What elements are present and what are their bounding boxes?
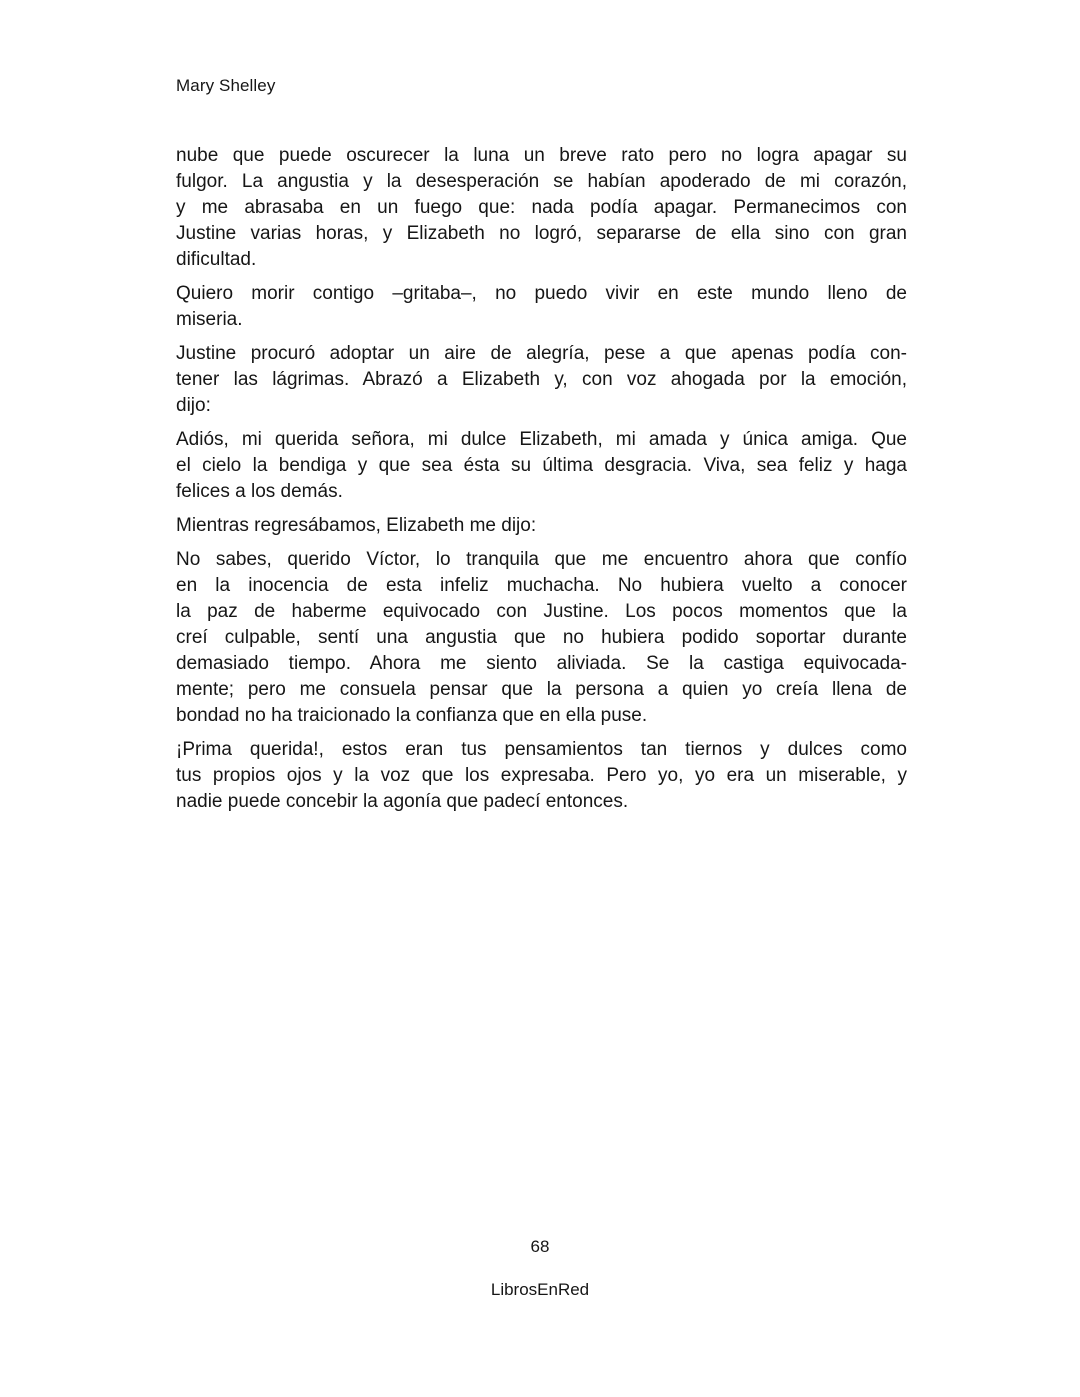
paragraph-6 (176, 547, 907, 729)
text-line: creí culpable, sentí una angustia que no hubiera podido soportar durante (176, 627, 907, 648)
text-line: Adiós, mi querida señora, mi dulce Elizabeth, mi amada y única amiga. Que (176, 429, 907, 450)
text-line: la paz de haberme equivocado con Justine. Los pocos momentos que la (176, 601, 907, 622)
page-number: 68 (530, 1237, 550, 1256)
text-line: felices a los demás. (176, 481, 343, 502)
text-line: nadie puede concebir la agonía que padecí entonces. (176, 791, 629, 812)
paragraph-7 (176, 737, 907, 815)
running-header-author: Mary Shelley (176, 76, 276, 95)
text-line: bondad no ha traicionado la confianza que en ella puse. (176, 705, 648, 726)
paragraph-2 (176, 281, 907, 333)
text-line: demasiado tiempo. Ahora me siento aliviada. Se la castiga equivocada- (176, 653, 907, 674)
text-line: dijo: (176, 395, 211, 416)
paragraph-1 (176, 143, 907, 273)
text-line: Mientras regresábamos, Elizabeth me dijo: (176, 515, 537, 536)
text-line: mente; pero me consuela pensar que la persona a quien yo creía llena de (176, 679, 907, 700)
text-line: Justine procuró adoptar un aire de alegría, pese a que apenas podía con- (176, 343, 907, 364)
text-line: y me abrasaba en un fuego que: nada podía apagar. Permanecimos con (176, 197, 907, 218)
text-line: el cielo la bendiga y que sea ésta su última desgracia. Viva, sea feliz y haga (176, 455, 907, 476)
body-text (176, 143, 907, 823)
publisher-imprint: LibrosEnRed (490, 1280, 590, 1299)
text-line: miseria. (176, 309, 243, 330)
text-line: Justine varias horas, y Elizabeth no logró, separarse de ella sino con gran (176, 223, 907, 244)
text-line: dificultad. (176, 249, 257, 270)
text-line: fulgor. La angustia y la desesperación se habían apoderado de mi corazón, (176, 171, 907, 192)
text-line: tus propios ojos y la voz que los expresaba. Pero yo, yo era un miserable, y (176, 765, 907, 786)
text-line: ¡Prima querida!, estos eran tus pensamientos tan tiernos y dulces como (176, 739, 907, 760)
text-line: Quiero morir contigo –gritaba–, no puedo vivir en este mundo lleno de (176, 283, 907, 304)
text-line: en la inocencia de esta infeliz muchacha. No hubiera vuelto a conocer (176, 575, 907, 596)
text-line: nube que puede oscurecer la luna un breve rato pero no logra apagar su (176, 145, 907, 166)
paragraph-3 (176, 341, 907, 419)
text-line: tener las lágrimas. Abrazó a Elizabeth y, con voz ahogada por la emoción, (176, 369, 907, 390)
paragraph-4 (176, 427, 907, 505)
text-line: No sabes, querido Víctor, lo tranquila que me encuentro ahora que confío (176, 549, 907, 570)
paragraph-5 (176, 513, 907, 539)
